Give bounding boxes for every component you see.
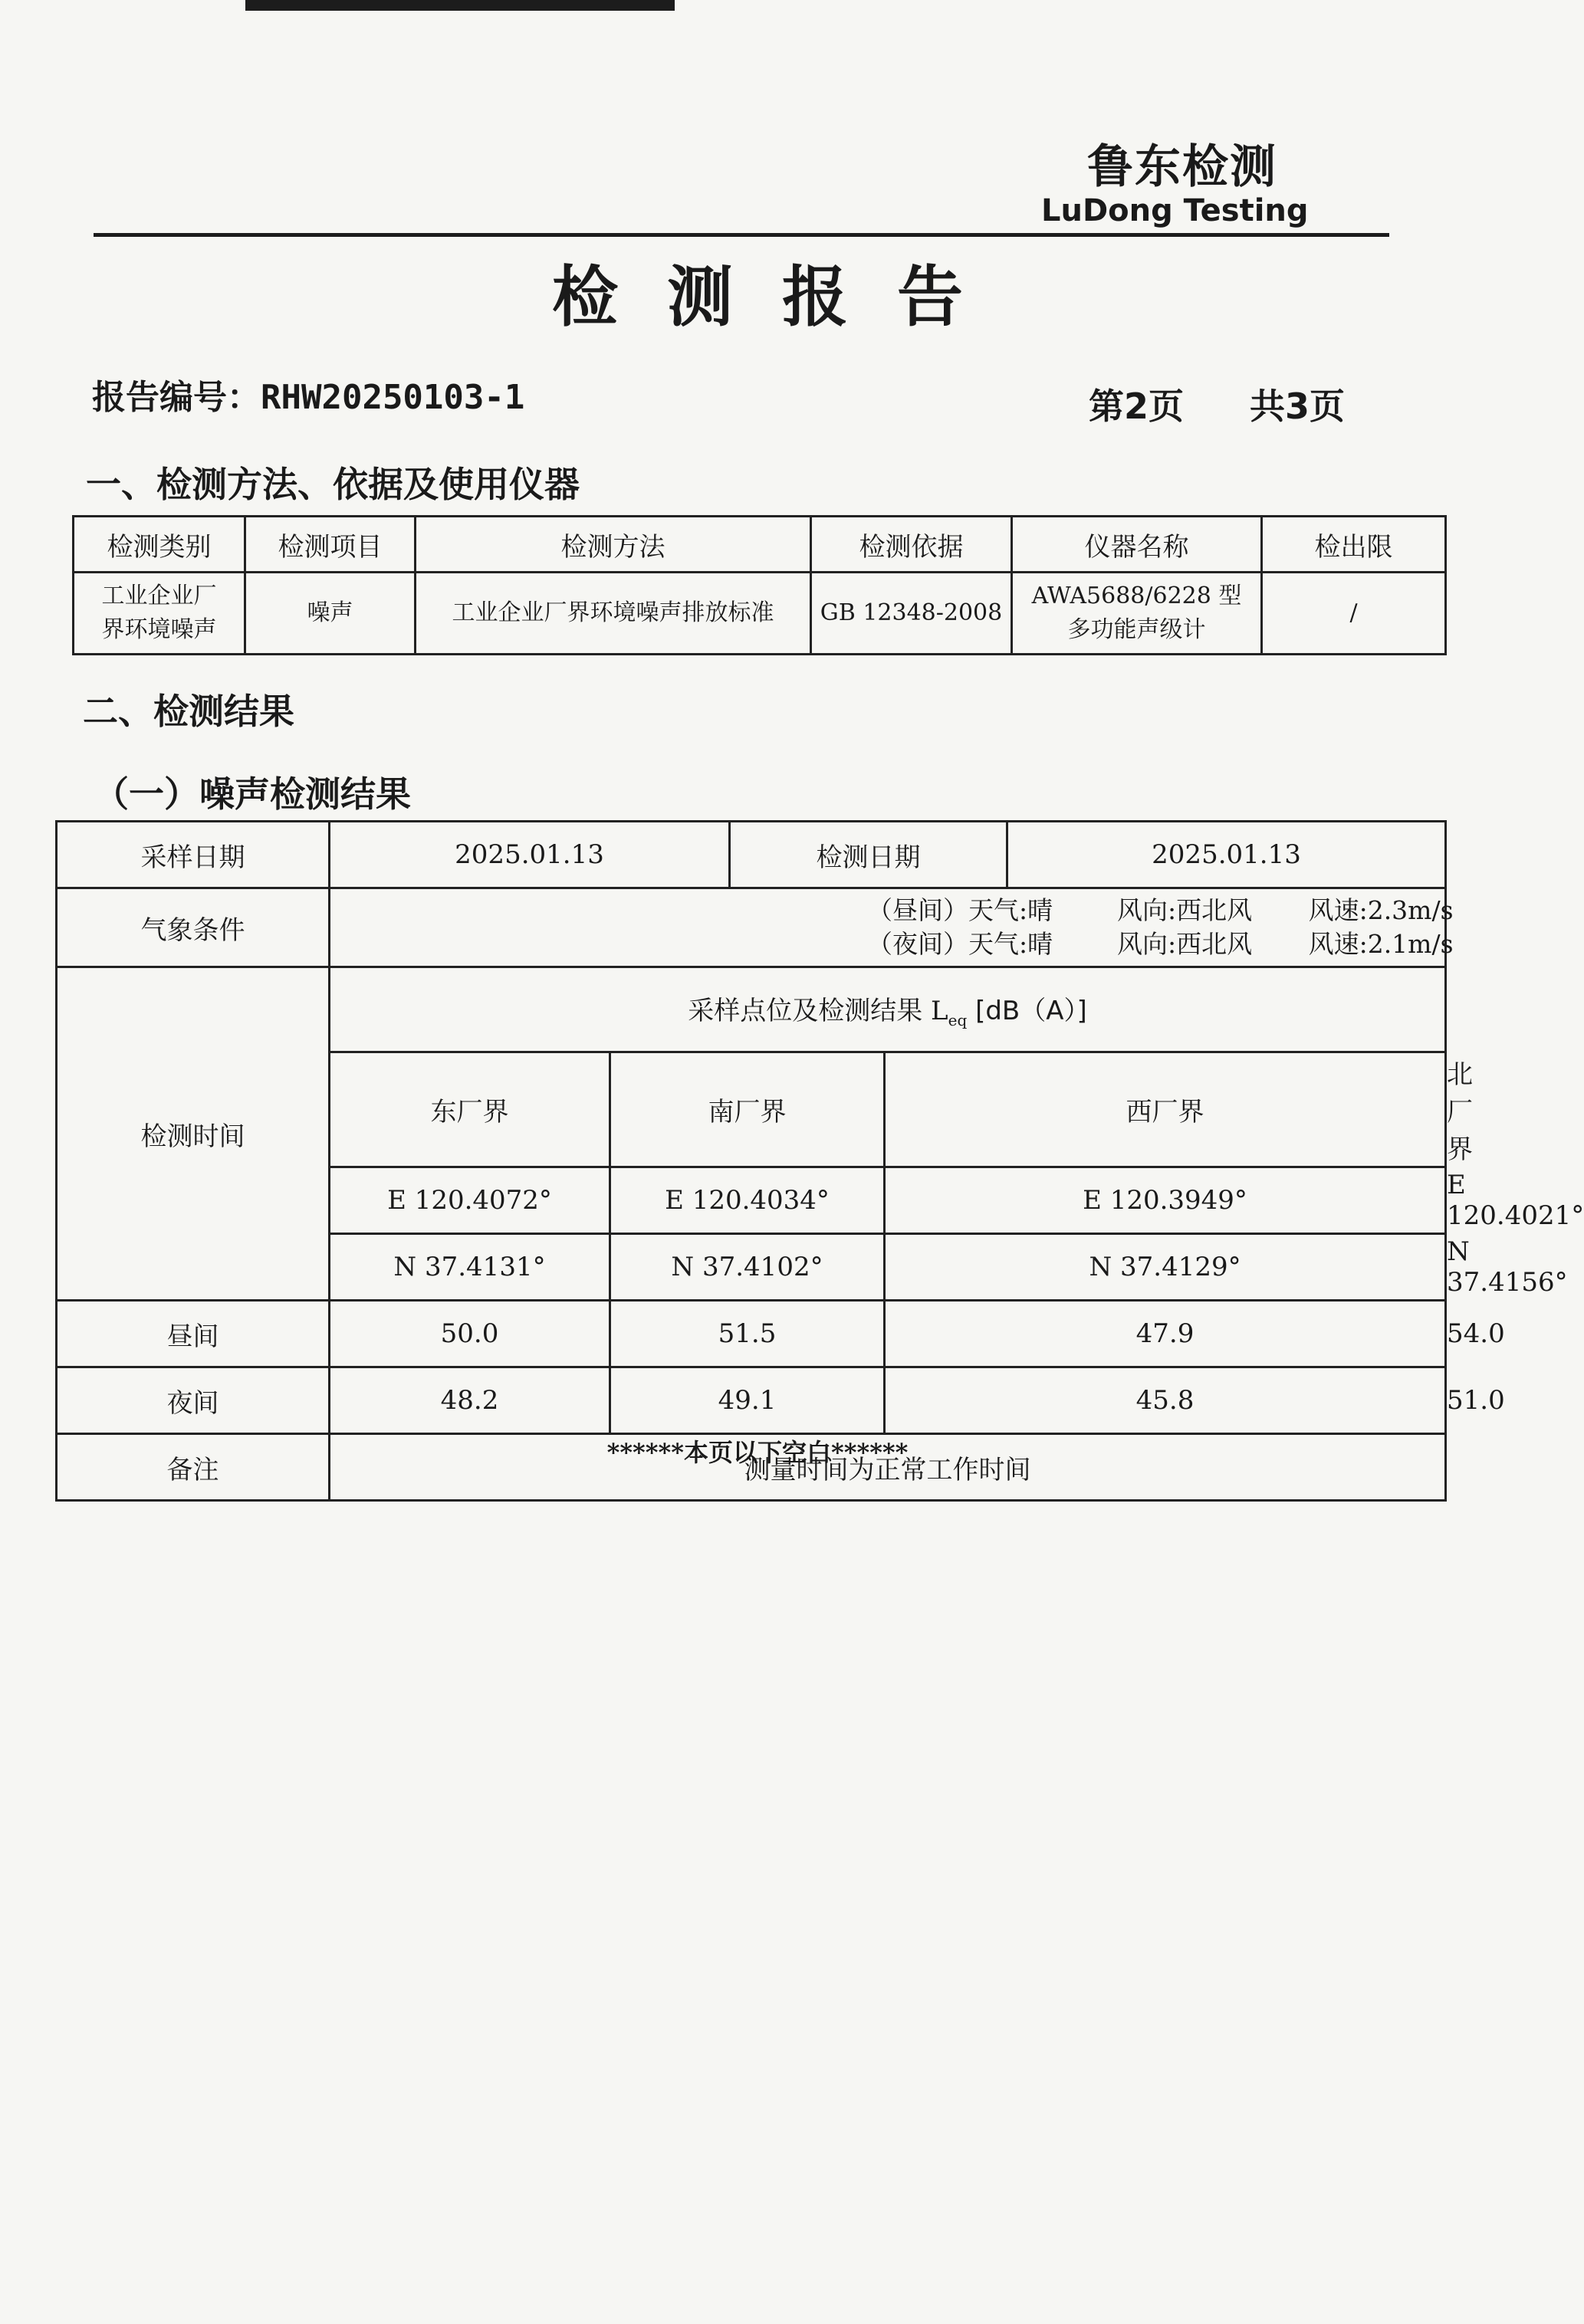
remark-text: 测量时间为正常工作时间 [330,1434,1446,1501]
cell-limit: / [1262,573,1446,655]
latitude-row: N 37.4131° N 37.4102° N 37.4129° N 37.4156° [57,1234,1446,1301]
col-header: 检测方法 [416,517,811,573]
point-latitude: N 37.4131° [330,1234,610,1301]
test-date: 2025.01.13 [1007,822,1446,888]
day-value: 51.5 [610,1301,885,1367]
page-info [1089,379,1345,429]
night-value: 49.1 [610,1367,885,1434]
weather-row [57,888,1446,967]
detection-time-label: 检测时间 [57,967,330,1301]
longitude-row: E 120.4072° E 120.4034° E 120.3949° E 120.4021° [57,1167,1446,1234]
point-latitude: N 37.4102° [610,1234,885,1301]
remark-label: 备注 [57,1434,330,1501]
page-number: 第2页 [1089,386,1185,427]
day-value: 50.0 [330,1301,610,1367]
cell-instrument: AWA5688/6228 型多功能声级计 [1012,573,1262,655]
result-title-text: 采样点位及检测结果 L [688,996,948,1027]
brand-name-cn: 鲁东检测 [1087,140,1277,194]
methods-table [72,515,1447,655]
subsection-heading: （一）噪声检测结果 [94,773,411,815]
day-value: 47.9 [885,1301,1446,1367]
sampling-date: 2025.01.13 [330,822,730,888]
cell-standard: GB 12348-2008 [811,573,1012,655]
document-title: 检测报告 [552,259,1012,336]
col-header: 检测类别 [74,517,245,573]
cell-method: 工业企业厂界环境噪声排放标准 [416,573,811,655]
top-edge-mark [245,0,675,11]
methods-row [74,573,1446,655]
weather-day: （昼间）天气:晴 风向:西北风 风速:2.3m/s [867,895,1454,925]
date-row [57,822,1446,888]
cell-category: 工业企业厂界环境噪声 [74,573,245,655]
day-label: 昼间 [57,1301,330,1367]
col-header: 检测项目 [245,517,416,573]
section1-heading: 一、检测方法、依据及使用仪器 [86,464,580,505]
page-total: 共3页 [1250,386,1346,427]
point-name: 西厂界 [885,1052,1446,1167]
day-row: 昼间 50.0 51.5 47.9 54.0 [57,1301,1446,1367]
point-name: 东厂界 [330,1052,610,1167]
noise-results-table [55,820,1584,1502]
result-title [330,967,1446,1052]
sampling-date-label: 采样日期 [57,822,330,888]
methods-header-row [74,517,1446,573]
report-number: 报告编号：RHW20250103-1 [92,378,525,417]
cell-item: 噪声 [245,573,416,655]
result-title-row [57,967,1446,1052]
blank-below-note: ******本页以下空白****** [606,1438,909,1467]
night-row: 夜间 48.2 49.1 45.8 51.0 [57,1367,1446,1434]
header-rule [94,233,1389,237]
weather-conditions [330,888,1454,967]
weather-label: 气象条件 [57,888,330,967]
result-unit: [dB（A）] [975,996,1087,1027]
point-longitude: E 120.4072° [330,1167,610,1234]
test-date-label: 检测日期 [730,822,1007,888]
result-title-sub: eq [948,1010,968,1029]
night-value: 45.8 [885,1367,1446,1434]
point-longitude: E 120.3949° [885,1167,1446,1234]
section2-heading: 二、检测结果 [83,691,294,732]
point-name: 南厂界 [610,1052,885,1167]
weather-night: （夜间）天气:晴 风向:西北风 风速:2.1m/s [867,929,1454,959]
point-name-row: 东厂界 南厂界 西厂界 北厂界 [57,1052,1446,1167]
point-longitude: E 120.4034° [610,1167,885,1234]
point-latitude: N 37.4129° [885,1234,1446,1301]
col-header: 仪器名称 [1012,517,1262,573]
night-label: 夜间 [57,1367,330,1434]
night-value: 48.2 [330,1367,610,1434]
brand-name-en: LuDong Testing [1041,193,1309,228]
col-header: 检出限 [1262,517,1446,573]
col-header: 检测依据 [811,517,1012,573]
